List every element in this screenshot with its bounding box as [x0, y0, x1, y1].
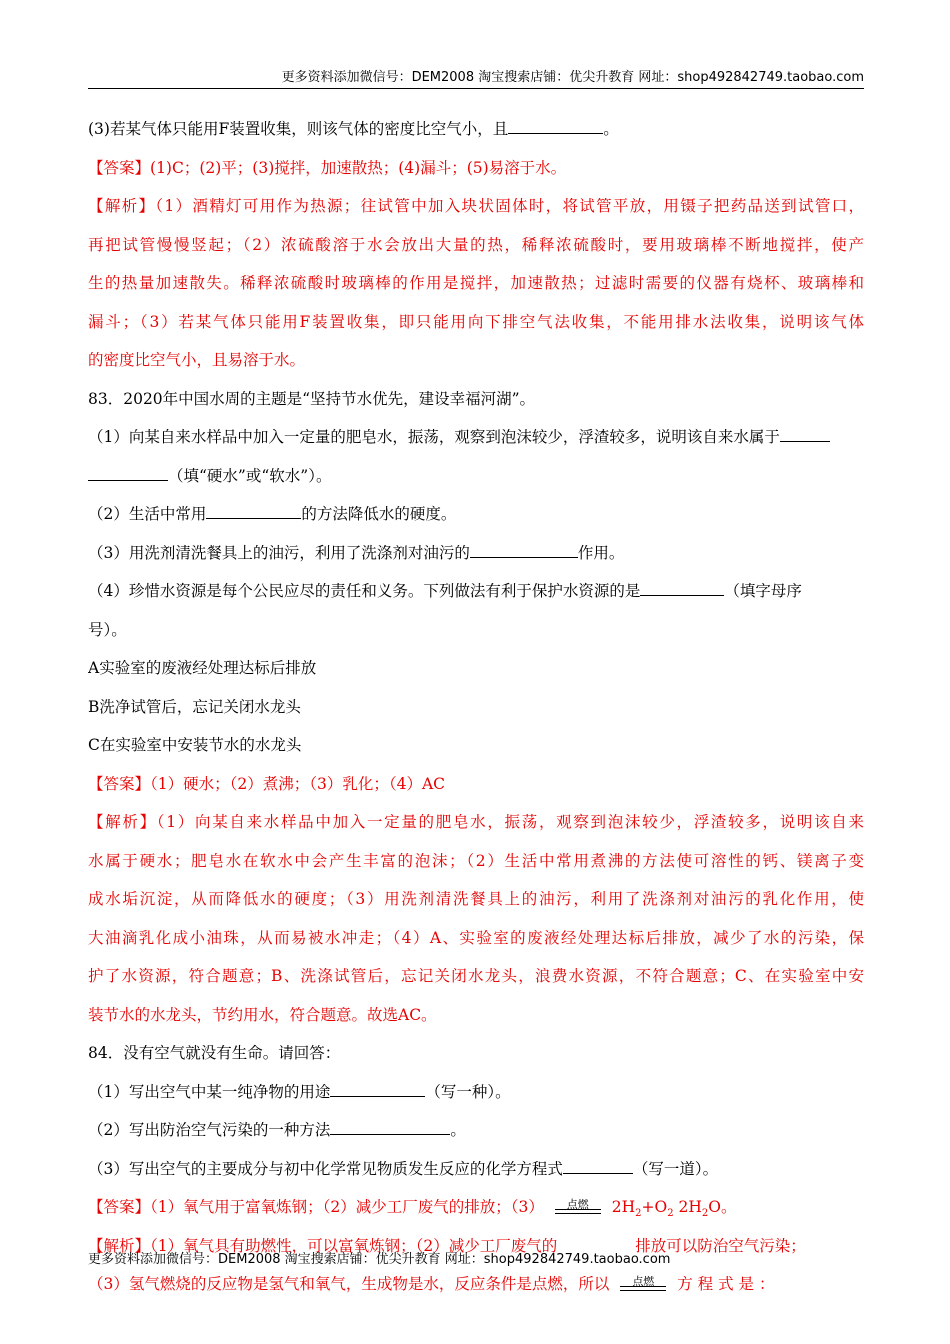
q84-analysis-line: 【解析】（1）氧气具有助燃性，可以富氧炼钢；（2）减少工厂废气的 排放可以防治空气污染； [88, 1236, 806, 1255]
page-footer: 更多资料添加微信号：DEM2008 淘宝搜索店铺：优尖升教育 网址：shop492842749.taobao.com [88, 1252, 671, 1267]
q82-analysis-line: 再把试管慢慢竖起；（2）浓硫酸溶于水会放出大量的热，稀释浓硫酸时，要用玻璃棒不断地搅拌，使产 [88, 235, 864, 254]
q82-part3: (3)若某气体只能用F装置收集，则该气体的密度比空气小，且 。 [88, 116, 864, 155]
reaction-condition: 点燃 [620, 1275, 666, 1295]
q82-analysis-line: 的密度比空气小，且易溶于水。 [88, 351, 306, 369]
q83-part1: （1）向某自来水样品中加入一定量的肥皂水，振荡，观察到泡沫较少，浮渣较多，说明该自来水属于 [88, 424, 864, 463]
q83-answer: 【答案】（1）硬水；（2）煮沸；（3）乳化；（4）AC [88, 774, 446, 793]
q82-analysis-line: 生的热量加速散失。稀释浓硫酸时玻璃棒的作用是搅拌，加速散热；过滤时需要的仪器有烧杯、玻璃棒和 [88, 274, 864, 292]
q84-part1: （1）写出空气中某一纯净物的用途 （写一种）。 [88, 1079, 864, 1118]
answer-blank [563, 1156, 633, 1174]
q83-option-b: B洗净试管后，忘记关闭水龙头 [88, 697, 301, 716]
answer-blank [330, 1117, 450, 1135]
answer-blank [470, 540, 578, 558]
q83-analysis-line: 护了水资源，符合题意；B、洗涤试管后，忘记关闭水龙头，浪费水资源，不符合题意；C、在实验室中安 [88, 967, 864, 985]
q84-part2: （2）写出防治空气污染的一种方法 。 [88, 1117, 864, 1156]
q84-part3: （3）写出空气的主要成分与初中化学常见物质发生反应的化学方程式 （写一道）。 [88, 1156, 864, 1195]
chemical-equation: $2H_2+O_2$ $2H_2O$。 [611, 1198, 737, 1220]
answer-blank [640, 578, 724, 596]
answer-blank [330, 1079, 425, 1097]
q83-part4-cont: 号）。 [88, 620, 127, 639]
q83-analysis-line: 成水垢沉淀，从而降低水的硬度；（3）用洗剂清洗餐具上的油污，利用了洗涤剂对油污的乳化作用，使 [88, 890, 864, 908]
q83-part2: （2）生活中常用 的方法降低水的硬度。 [88, 501, 864, 540]
answer-blank [508, 116, 603, 134]
q83-analysis-line: 水属于硬水；肥皂水在软水中会产生丰富的泡沫；（2）生活中常用煮沸的方法使可溶性的钙、镁离子变 [88, 851, 864, 870]
q84-analysis-line: （3）氢气燃烧的反应物是氢气和氧气，生成物是水，反应条件是点燃，所以 点燃 方 程 式 是 ： [88, 1275, 775, 1293]
q83-part3: （3）用洗剂清洗餐具上的油污，利用了洗涤剂对油污的 作用。 [88, 540, 864, 579]
q83-analysis-line: 【解析】（1）向某自来水样品中加入一定量的肥皂水，振荡，观察到泡沫较少，浮渣较多，说明该自来 [88, 813, 864, 831]
page-header: 更多资料添加微信号：DEM2008 淘宝搜索店铺：优尖升教育 网址：shop492842749.taobao.com [88, 66, 864, 89]
answer-blank [88, 463, 168, 481]
q82-analysis-line: 漏斗；（3）若某气体只能用F装置收集，即只能用向下排空气法收集，不能用排水法收集，说明该气体 [88, 312, 864, 331]
q83-part4: （4）珍惜水资源是每个公民应尽的责任和义务。下列做法有利于保护水资源的是 （填字母序 [88, 578, 864, 617]
q83-analysis-line: 大油滴乳化成小油珠，从而易被水冲走；（4）A、实验室的废液经处理达标后排放，减少了水的污染，保 [88, 928, 864, 947]
q84-title: 84．没有空气就没有生命。请回答： [88, 1044, 341, 1062]
q83-analysis-line: 装节水的水龙头，节约用水，符合题意。故选AC。 [88, 1005, 437, 1024]
q83-option-c: C在实验室中安装节水的水龙头 [88, 736, 302, 754]
reaction-condition: 点燃 [555, 1198, 601, 1218]
q82-analysis-line: 【解析】（1）酒精灯可用作为热源；往试管中加入块状固体时，将试管平放，用镊子把药品送到试管口， [88, 197, 864, 215]
q84-answer: 【答案】（1）氧气用于富氧炼钢；（2）减少工厂废气的排放；（3） 点燃 $2H_2+O_2$ $2H_2O$。 [88, 1198, 737, 1220]
answer-blank [206, 501, 301, 519]
q82-answer: 【答案】(1)C；(2)平；(3)搅拌，加速散热；(4)漏斗；(5)易溶于水。 [88, 158, 567, 177]
document-body [88, 116, 864, 1310]
q83-part1-cont: （填“硬水”或“软水”）。 [88, 463, 864, 502]
answer-blank [780, 424, 830, 442]
q83-title: 83．2020年中国水周的主题是“坚持节水优先，建设幸福河湖”。 [88, 389, 536, 408]
q83-option-a: A实验室的废液经处理达标后排放 [88, 659, 317, 677]
